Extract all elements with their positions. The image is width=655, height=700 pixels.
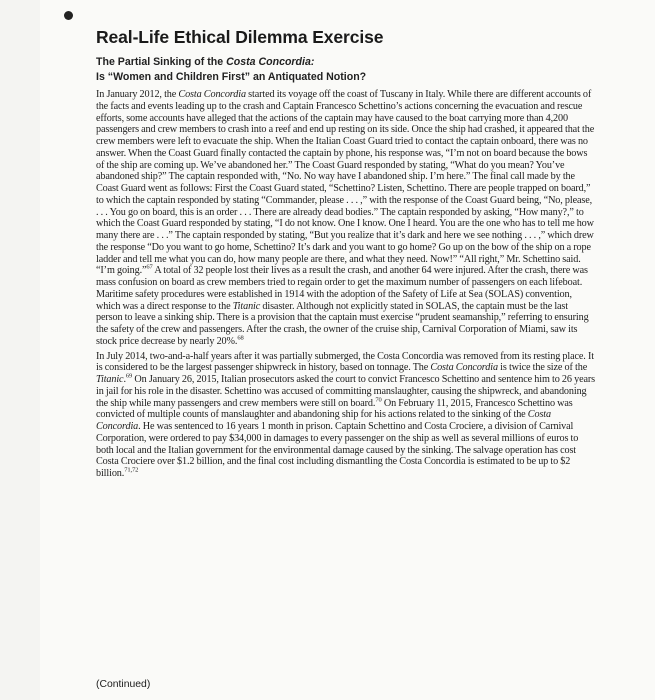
footnote-ref: 67 — [146, 263, 153, 271]
footnote-ref: 71,72 — [124, 466, 139, 474]
continued-label: (Continued) — [96, 679, 151, 690]
text-run: In January 2012, the — [96, 89, 179, 100]
text-run: On January 26, 2015, Italian prosecutors asked the court to convict Francesco Schettino and sentence him to 26 years in jail for his role in the disaster. Schettino was accused of committing manslaughter, causing the shipwreck, and abandoning the ship while many passengers and crew members were still on board. — [96, 374, 595, 409]
bullet-dot-icon — [64, 11, 73, 20]
text-run: A total of 32 people lost their lives as a result the crash, and another 64 were injured. After the crash, there was mass confusion on board as crew members tried to regain order to get the maximum number of passengers on each lifeboat. Maritime safety procedures were established in 1914 with the adoption of the Safety of Life at Sea (SOLAS) convention, which was a direct response to the — [96, 265, 588, 312]
case-subtitle-line1 — [96, 55, 596, 70]
paragraph-2 — [96, 351, 596, 480]
text-run: disaster. Although not explicitly stated in SOLAS, the captain must be the last person to leave a sinking ship. There is a provision that the captain must exercise “prudent seamanship,” referring to ensuring the safety of the crew and passengers. After the crash, the owner of the cruise ship, Carnival Corporation of Miami, saw its stock price decrease by nearly 20%. — [96, 300, 589, 347]
exercise-title: Real-Life Ethical Dilemma Exercise — [96, 27, 384, 47]
case-subtitle-question: Is “Women and Children First” an Antiquated Notion? — [96, 70, 367, 83]
text-run: In July 2014, two-and-a-half years after it was partially submerged, the Costa Concordia was removed from its resting place. It is considered to be the largest passenger shipwreck in history, based on tonnage. The — [96, 350, 594, 374]
footnote-ref: 70 — [375, 396, 382, 404]
footnote-ref: 68 — [237, 334, 244, 342]
italic-ship-name: Costa Concordia — [178, 89, 246, 100]
case-subtitle — [96, 55, 596, 84]
exercise-content — [96, 27, 596, 483]
text-run: On February 11, 2015, Francesco Schettino was convicted of multiple counts of manslaughter and abandoning ship for his actions related to the sinking of the — [96, 397, 573, 421]
paragraph-1 — [96, 89, 596, 348]
italic-ship-name: Titanic — [232, 300, 261, 312]
text-run: started its voyage off the coast of Tuscany in Italy. While there are different accounts of the facts and events leading up to the crash and Captain Francesco Schettino’s actions concerning the evacuation and rescue efforts, some accounts have alleged that the actions of the captain may have caused to the boat carrying more than 4,200 passengers and crew members to crash into a reef and end up resting on its side. Once the ship had crashed, it appeared that the crew members were left to evacuate the ship. When the Italian Coast Guard tried to contact the captain onboard, there was no answer. When the Coast Guard finally contacted the captain by phone, his response was, “I’m not on board because the bows of the ship are coming up. We’ve abandoned her.” The Coast Guard responded by stating, “What do you mean? You’ve abandoned ship?” The captain responded with, “No. No way have I abandoned ship. I’m here.” The final call made by the Coast Guard went as follows: First the Coast Guard stated, “Schettino? Listen, Schettino. There are people trapped on board,” to which the captain responded by stating “Commander, please . . . ,” with the response of the Coast Guard being, “No, please, . . . You go on board, this is an order . . . There are already dead bodies.” The captain responded by asking, “How many?,” to which the Coast Guard responded by stating, “I do not know. One I know. One I heard. You are the one who has to tell me how many there are . . .” The captain responded by stating, “But you realize that it’s dark and here we see nothing . . . ,” which drew the response “Do you want to go home, Schettino? It’s dark and you want to go home? Go up on the bow of the ship on a rope ladder and tell me what you can do, how many people are there, and what they need. Now!” “All right,” Mr. Schettino said. “I’m going.” — [96, 89, 595, 277]
italic-ship-name: Titanic — [96, 374, 124, 385]
text-run: is twice the size of the — [497, 362, 588, 374]
italic-ship-name: Costa Concordia — [96, 409, 551, 432]
subtitle-prefix: The Partial Sinking of the — [96, 56, 227, 68]
footnote-ref: 69 — [125, 372, 133, 380]
italic-ship-name: Costa Concordia — [430, 362, 498, 374]
subtitle-ship-name: Costa Concordia: — [226, 56, 315, 68]
text-run: . He was sentenced to 16 years 1 month in prison. Captain Schettino and Costa Crociere, a division of Carnival Corporation, were ordered to pay $34,000 in damages to every passenger on the ship as well as several millions of euros to both local and the Italian government for the environmental damage caused by the sinking. The salvage operation has cost Costa Crociere over $1.2 billion, and the final cost including dismantling the Costa Concordia is estimated to be up to $2 billion. — [96, 421, 579, 479]
text-run: . — [123, 374, 126, 385]
